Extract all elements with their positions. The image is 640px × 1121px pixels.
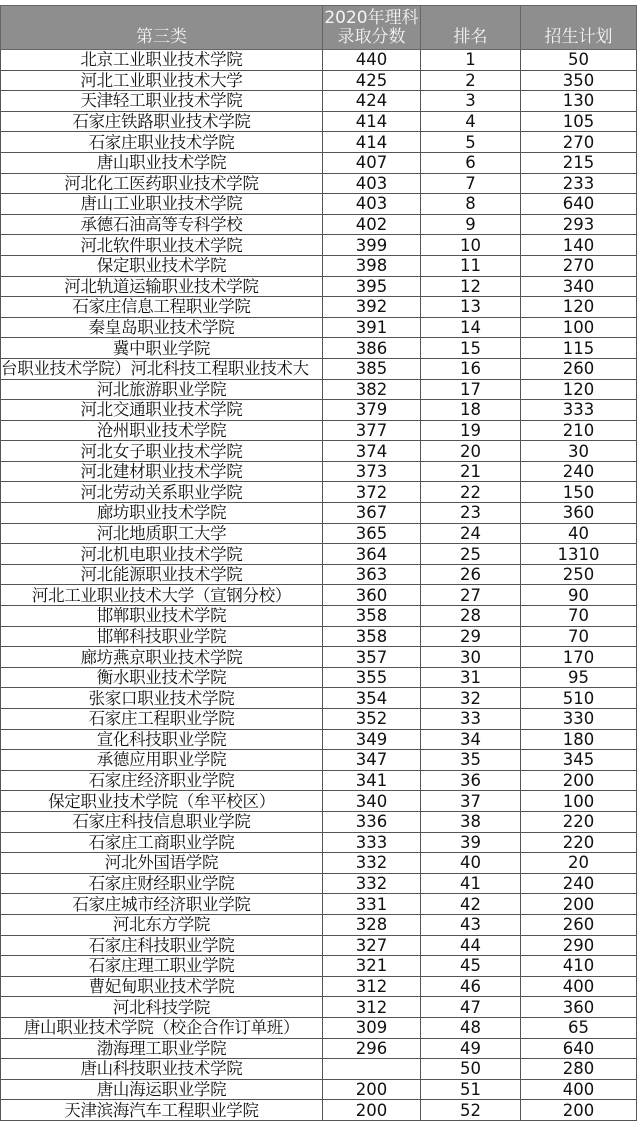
table-row — [1, 194, 637, 215]
cell-score: 200 — [323, 1100, 421, 1121]
cell-school: 廊坊燕京职业技术学院 — [1, 647, 323, 668]
table-row — [1, 1038, 637, 1059]
cell-rank: 36 — [421, 770, 521, 791]
cell-score: 403 — [323, 173, 421, 194]
cell-plan: 200 — [521, 770, 637, 791]
cell-rank: 8 — [421, 194, 521, 215]
cell-plan: 215 — [521, 152, 637, 173]
cell-score: 395 — [323, 276, 421, 297]
cell-school: 石家庄经济职业学院 — [1, 770, 323, 791]
cell-plan: 70 — [521, 606, 637, 627]
cell-school: 天津轻工职业技术学院 — [1, 91, 323, 112]
table-row — [1, 770, 637, 791]
table-row — [1, 482, 637, 503]
cell-plan: 640 — [521, 194, 637, 215]
cell-school: 唐山职业技术学院（校企合作订单班） — [1, 1017, 323, 1038]
cell-school: 唐山工业职业技术学院 — [1, 194, 323, 215]
cell-school: 河北轨道运输职业技术学院 — [1, 276, 323, 297]
cell-score: 358 — [323, 606, 421, 627]
header-rank: 排名 — [421, 6, 521, 50]
table-row — [1, 111, 637, 132]
cell-plan: 120 — [521, 379, 637, 400]
cell-school: 天津滨海汽车工程职业学院 — [1, 1100, 323, 1121]
cell-plan: 293 — [521, 214, 637, 235]
cell-school: 石家庄职业技术学院 — [1, 132, 323, 153]
cell-school: 河北工业职业技术大学（宣钢分校） — [1, 585, 323, 606]
cell-rank: 15 — [421, 338, 521, 359]
table-row — [1, 132, 637, 153]
table-row — [1, 647, 637, 668]
cell-rank: 47 — [421, 997, 521, 1018]
cell-rank: 11 — [421, 255, 521, 276]
cell-rank: 18 — [421, 400, 521, 421]
table-row — [1, 420, 637, 441]
cell-school: 河北女子职业技术学院 — [1, 441, 323, 462]
cell-plan: 130 — [521, 91, 637, 112]
cell-rank: 21 — [421, 461, 521, 482]
cell-rank: 32 — [421, 688, 521, 709]
cell-rank: 27 — [421, 585, 521, 606]
cell-score: 328 — [323, 914, 421, 935]
cell-rank: 17 — [421, 379, 521, 400]
cell-school: 唐山海运职业学院 — [1, 1079, 323, 1100]
cell-school: 保定职业技术学院 — [1, 255, 323, 276]
cell-rank: 2 — [421, 70, 521, 91]
table-row — [1, 1017, 637, 1038]
cell-plan: 210 — [521, 420, 637, 441]
cell-plan: 100 — [521, 791, 637, 812]
cell-score: 333 — [323, 832, 421, 853]
table-row — [1, 276, 637, 297]
cell-score: 331 — [323, 894, 421, 915]
cell-school: 石家庄信息工程职业学院 — [1, 297, 323, 318]
cell-school: 石家庄理工职业学院 — [1, 956, 323, 977]
table-row — [1, 461, 637, 482]
table-row — [1, 585, 637, 606]
cell-school: 承德石油高等专科学校 — [1, 214, 323, 235]
cell-school: 河北交通职业技术学院 — [1, 400, 323, 421]
table-row — [1, 441, 637, 462]
cell-school: 沧州职业技术学院 — [1, 420, 323, 441]
cell-rank: 26 — [421, 564, 521, 585]
cell-rank: 33 — [421, 709, 521, 730]
table-row — [1, 214, 637, 235]
cell-score: 355 — [323, 667, 421, 688]
cell-school: 河北劳动关系职业学院 — [1, 482, 323, 503]
cell-rank: 5 — [421, 132, 521, 153]
cell-plan: 360 — [521, 503, 637, 524]
cell-school: 河北建材职业技术学院 — [1, 461, 323, 482]
cell-score: 312 — [323, 976, 421, 997]
cell-rank: 28 — [421, 606, 521, 627]
cell-school: 保定职业技术学院（牟平校区） — [1, 791, 323, 812]
table-row — [1, 70, 637, 91]
cell-plan: 100 — [521, 317, 637, 338]
cell-rank: 38 — [421, 811, 521, 832]
table-body — [1, 50, 637, 1121]
table-row — [1, 91, 637, 112]
cell-plan: 400 — [521, 976, 637, 997]
cell-score: 382 — [323, 379, 421, 400]
table-row — [1, 503, 637, 524]
cell-school: 秦皇岛职业技术学院 — [1, 317, 323, 338]
cell-plan: 170 — [521, 647, 637, 668]
cell-school: 石家庄科技信息职业学院 — [1, 811, 323, 832]
cell-score: 200 — [323, 1079, 421, 1100]
cell-rank: 7 — [421, 173, 521, 194]
header-school: 第三类 — [1, 6, 323, 50]
table-row — [1, 667, 637, 688]
table-row — [1, 832, 637, 853]
cell-rank: 45 — [421, 956, 521, 977]
cell-school: 渤海理工职业学院 — [1, 1038, 323, 1059]
cell-score: 386 — [323, 338, 421, 359]
cell-rank: 50 — [421, 1059, 521, 1080]
cell-score: 347 — [323, 750, 421, 771]
cell-school: 河北机电职业技术学院 — [1, 544, 323, 565]
cell-score: 367 — [323, 503, 421, 524]
cell-school: 北京工业职业技术学院 — [1, 50, 323, 71]
cell-score: 392 — [323, 297, 421, 318]
cell-rank: 31 — [421, 667, 521, 688]
cell-score: 403 — [323, 194, 421, 215]
table-row — [1, 606, 637, 627]
cell-school: 河北化工医药职业技术学院 — [1, 173, 323, 194]
cell-plan: 250 — [521, 564, 637, 585]
table-row — [1, 317, 637, 338]
cell-rank: 39 — [421, 832, 521, 853]
cell-plan: 240 — [521, 461, 637, 482]
cell-school: 宣化科技职业学院 — [1, 729, 323, 750]
cell-plan: 240 — [521, 873, 637, 894]
cell-rank: 3 — [421, 91, 521, 112]
cell-score: 336 — [323, 811, 421, 832]
cell-rank: 48 — [421, 1017, 521, 1038]
cell-score: 374 — [323, 441, 421, 462]
cell-rank: 19 — [421, 420, 521, 441]
cell-school: 台职业技术学院）河北科技工程职业技术大 — [1, 358, 323, 379]
table-row — [1, 791, 637, 812]
table-row — [1, 1100, 637, 1121]
cell-plan: 410 — [521, 956, 637, 977]
cell-score: 349 — [323, 729, 421, 750]
cell-score: 398 — [323, 255, 421, 276]
cell-plan: 150 — [521, 482, 637, 503]
cell-plan: 200 — [521, 1100, 637, 1121]
cell-plan: 340 — [521, 276, 637, 297]
cell-plan: 40 — [521, 523, 637, 544]
table-row — [1, 255, 637, 276]
cell-school: 河北科技学院 — [1, 997, 323, 1018]
cell-score: 364 — [323, 544, 421, 565]
table-row — [1, 379, 637, 400]
cell-rank: 34 — [421, 729, 521, 750]
cell-rank: 10 — [421, 235, 521, 256]
cell-plan: 270 — [521, 255, 637, 276]
cell-score: 332 — [323, 853, 421, 874]
cell-plan: 200 — [521, 894, 637, 915]
cell-school: 廊坊职业技术学院 — [1, 503, 323, 524]
cell-school: 石家庄铁路职业技术学院 — [1, 111, 323, 132]
table-row — [1, 956, 637, 977]
cell-rank: 44 — [421, 935, 521, 956]
cell-score: 327 — [323, 935, 421, 956]
cell-plan: 510 — [521, 688, 637, 709]
admission-table — [0, 5, 637, 1121]
cell-rank: 30 — [421, 647, 521, 668]
cell-score: 372 — [323, 482, 421, 503]
cell-school: 唐山职业技术学院 — [1, 152, 323, 173]
cell-rank: 1 — [421, 50, 521, 71]
cell-rank: 46 — [421, 976, 521, 997]
cell-plan: 30 — [521, 441, 637, 462]
cell-school: 河北地质职工大学 — [1, 523, 323, 544]
cell-school: 河北工业职业技术大学 — [1, 70, 323, 91]
table-row — [1, 729, 637, 750]
cell-school: 河北能源职业技术学院 — [1, 564, 323, 585]
cell-score: 399 — [323, 235, 421, 256]
cell-score: 379 — [323, 400, 421, 421]
cell-rank: 40 — [421, 853, 521, 874]
cell-plan: 640 — [521, 1038, 637, 1059]
cell-school: 唐山科技职业技术学院 — [1, 1059, 323, 1080]
cell-score: 360 — [323, 585, 421, 606]
cell-rank: 6 — [421, 152, 521, 173]
cell-rank: 35 — [421, 750, 521, 771]
cell-plan: 50 — [521, 50, 637, 71]
table-row — [1, 976, 637, 997]
cell-plan: 65 — [521, 1017, 637, 1038]
cell-score: 296 — [323, 1038, 421, 1059]
cell-score: 425 — [323, 70, 421, 91]
cell-rank: 37 — [421, 791, 521, 812]
cell-school: 邯郸职业技术学院 — [1, 606, 323, 627]
cell-school: 石家庄城市经济职业学院 — [1, 894, 323, 915]
cell-rank: 51 — [421, 1079, 521, 1100]
cell-plan: 270 — [521, 132, 637, 153]
cell-rank: 22 — [421, 482, 521, 503]
cell-plan: 20 — [521, 853, 637, 874]
cell-score: 354 — [323, 688, 421, 709]
cell-school: 冀中职业学院 — [1, 338, 323, 359]
cell-rank: 25 — [421, 544, 521, 565]
cell-school: 河北软件职业技术学院 — [1, 235, 323, 256]
cell-rank: 14 — [421, 317, 521, 338]
table-row — [1, 152, 637, 173]
cell-score — [323, 1059, 421, 1080]
cell-score: 440 — [323, 50, 421, 71]
cell-rank: 24 — [421, 523, 521, 544]
cell-score: 357 — [323, 647, 421, 668]
cell-rank: 20 — [421, 441, 521, 462]
cell-score: 321 — [323, 956, 421, 977]
cell-plan: 115 — [521, 338, 637, 359]
table-row — [1, 709, 637, 730]
cell-school: 曹妃甸职业技术学院 — [1, 976, 323, 997]
cell-score: 341 — [323, 770, 421, 791]
cell-rank: 42 — [421, 894, 521, 915]
cell-school: 河北东方学院 — [1, 914, 323, 935]
cell-school: 石家庄工程职业学院 — [1, 709, 323, 730]
cell-rank: 29 — [421, 626, 521, 647]
cell-rank: 52 — [421, 1100, 521, 1121]
table-row — [1, 688, 637, 709]
cell-school: 河北外国语学院 — [1, 853, 323, 874]
cell-plan: 120 — [521, 297, 637, 318]
cell-rank: 4 — [421, 111, 521, 132]
cell-score: 424 — [323, 91, 421, 112]
header-score: 2020年理科录取分数 — [323, 6, 421, 50]
cell-plan: 400 — [521, 1079, 637, 1100]
cell-rank: 41 — [421, 873, 521, 894]
table-row — [1, 297, 637, 318]
table-row — [1, 564, 637, 585]
cell-score: 385 — [323, 358, 421, 379]
cell-score: 365 — [323, 523, 421, 544]
cell-school: 衡水职业技术学院 — [1, 667, 323, 688]
cell-school: 石家庄工商职业学院 — [1, 832, 323, 853]
cell-plan: 260 — [521, 914, 637, 935]
table-row — [1, 1059, 637, 1080]
cell-school: 河北旅游职业学院 — [1, 379, 323, 400]
cell-plan: 105 — [521, 111, 637, 132]
cell-rank: 23 — [421, 503, 521, 524]
table-row — [1, 173, 637, 194]
cell-score: 414 — [323, 132, 421, 153]
table-row — [1, 997, 637, 1018]
table-row — [1, 626, 637, 647]
cell-rank: 13 — [421, 297, 521, 318]
cell-rank: 9 — [421, 214, 521, 235]
cell-school: 石家庄财经职业学院 — [1, 873, 323, 894]
cell-score: 373 — [323, 461, 421, 482]
cell-rank: 12 — [421, 276, 521, 297]
cell-score: 312 — [323, 997, 421, 1018]
cell-plan: 260 — [521, 358, 637, 379]
table-row — [1, 914, 637, 935]
cell-plan: 220 — [521, 811, 637, 832]
table-row — [1, 1079, 637, 1100]
cell-plan: 290 — [521, 935, 637, 956]
table-row — [1, 338, 637, 359]
cell-plan: 70 — [521, 626, 637, 647]
table-row — [1, 853, 637, 874]
table-row — [1, 523, 637, 544]
cell-school: 张家口职业技术学院 — [1, 688, 323, 709]
cell-rank: 49 — [421, 1038, 521, 1059]
cell-plan: 140 — [521, 235, 637, 256]
cell-plan: 90 — [521, 585, 637, 606]
cell-plan: 333 — [521, 400, 637, 421]
cell-plan: 95 — [521, 667, 637, 688]
cell-score: 407 — [323, 152, 421, 173]
cell-plan: 330 — [521, 709, 637, 730]
cell-score: 377 — [323, 420, 421, 441]
cell-score: 391 — [323, 317, 421, 338]
cell-plan: 280 — [521, 1059, 637, 1080]
cell-score: 309 — [323, 1017, 421, 1038]
cell-score: 414 — [323, 111, 421, 132]
header-row — [1, 6, 637, 50]
cell-score: 358 — [323, 626, 421, 647]
table-row — [1, 894, 637, 915]
cell-plan: 180 — [521, 729, 637, 750]
cell-rank: 16 — [421, 358, 521, 379]
cell-score: 332 — [323, 873, 421, 894]
cell-school: 承德应用职业学院 — [1, 750, 323, 771]
cell-plan: 233 — [521, 173, 637, 194]
cell-school: 邯郸科技职业学院 — [1, 626, 323, 647]
cell-score: 363 — [323, 564, 421, 585]
header-plan: 招生计划 — [521, 6, 637, 50]
cell-score: 402 — [323, 214, 421, 235]
cell-plan: 345 — [521, 750, 637, 771]
table-row — [1, 50, 637, 71]
cell-plan: 360 — [521, 997, 637, 1018]
cell-rank: 43 — [421, 914, 521, 935]
cell-plan: 350 — [521, 70, 637, 91]
table-row — [1, 750, 637, 771]
cell-school: 石家庄科技职业学院 — [1, 935, 323, 956]
table-row — [1, 235, 637, 256]
cell-score: 340 — [323, 791, 421, 812]
table-row — [1, 400, 637, 421]
table-row — [1, 935, 637, 956]
cell-score: 352 — [323, 709, 421, 730]
table-row — [1, 358, 637, 379]
cell-plan: 220 — [521, 832, 637, 853]
cell-plan: 1310 — [521, 544, 637, 565]
table-row — [1, 811, 637, 832]
table-row — [1, 544, 637, 565]
table-row — [1, 873, 637, 894]
